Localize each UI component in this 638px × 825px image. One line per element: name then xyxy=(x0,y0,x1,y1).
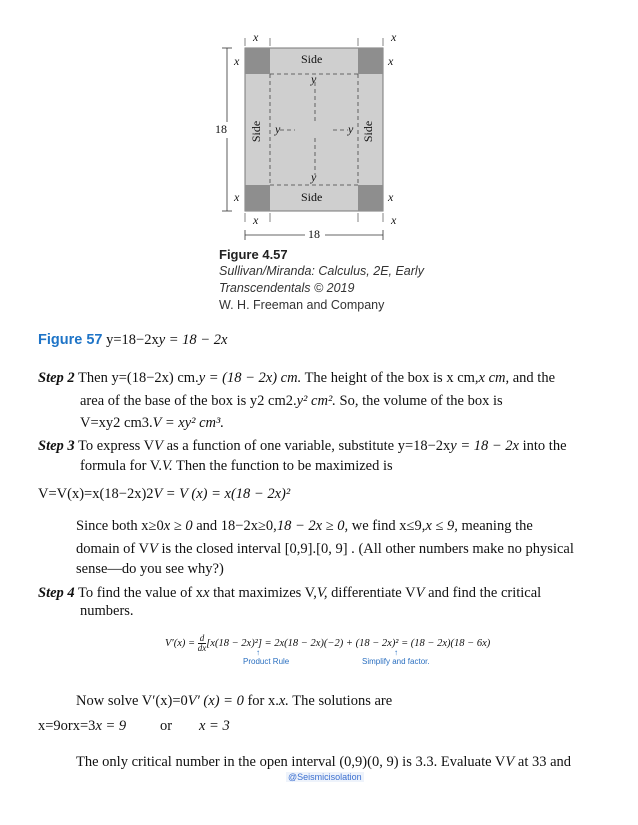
step3-math-1b: y = 18 − 2x xyxy=(450,438,519,454)
solutions-line xyxy=(38,716,126,736)
step4-math-1c: V xyxy=(415,585,425,601)
step3-math-2: V. xyxy=(162,458,173,474)
step4-text-1b: that maximizes V, xyxy=(209,585,317,601)
solutions-math-2: x = 3 xyxy=(199,718,230,734)
since-math-2b: [0, 9] . xyxy=(316,541,355,557)
solutions-or: or xyxy=(160,718,173,734)
solve-math-a: V′ (x) = 0 xyxy=(187,693,244,709)
x-label-top-right: x xyxy=(391,30,397,44)
x-label-left-bottom: x xyxy=(234,190,240,204)
side-label-right: Side xyxy=(361,120,376,143)
step4-math-1a: x xyxy=(203,585,210,601)
step3-equation-plain: V=V(x)=x(18−2x)2 xyxy=(38,486,154,502)
solutions-plain: x=9orx=3 xyxy=(38,718,96,734)
step3-equation-math: V = V (x) = x(18 − 2x)² xyxy=(153,486,291,502)
dimension-label-bottom: 18 xyxy=(308,227,320,241)
figure-caption-line-1: Sullivan/Miranda: Calculus, 2E, Early xyxy=(219,264,424,278)
product-rule-note: Product Rule xyxy=(243,657,290,666)
solve-line xyxy=(76,691,392,711)
x-label-bottom-right: x xyxy=(391,213,397,227)
product-rule-arrow-icon: ↑ xyxy=(256,648,260,657)
figure-reference-text: y=18−2x xyxy=(102,332,159,348)
figure-reference-math: y = 18 − 2x xyxy=(158,332,228,348)
step3-text-2b: Then the function to be maximized is xyxy=(172,458,393,474)
watermark[interactable]: @Seismicisolation xyxy=(288,772,362,782)
simplify-arrow-icon: ↑ xyxy=(394,648,398,657)
step4-text-1c: differentiate V xyxy=(327,585,416,601)
step2-label: Step 2 xyxy=(38,370,75,386)
solve-text-a: Now solve V′(x)=0 xyxy=(76,693,188,709)
y-label-left: y xyxy=(275,122,281,136)
since-math-1c: x ≤ 9, xyxy=(425,518,458,534)
critical-math-c: V xyxy=(505,754,515,770)
derivative-rhs: [x(18 − 2x)²] = 2x(18 − 2x)(−2) + (18 − 2x)² = (18 − 2x)(18 − 6x) xyxy=(206,637,491,649)
step3-text-1c: into the xyxy=(519,438,567,454)
step4-text-1a: To find the value of x xyxy=(78,585,204,601)
y-label-bottom: y xyxy=(311,170,317,184)
step2-line-3 xyxy=(80,413,224,433)
critical-math-d: 3 xyxy=(539,754,547,770)
step2-math-1b: x cm, xyxy=(478,370,510,386)
since-text-1d: meaning the xyxy=(457,518,533,534)
step2-line-1 xyxy=(38,368,555,388)
since-text-2b: is the closed interval [0,9]. xyxy=(157,541,317,557)
since-line-1 xyxy=(76,516,533,536)
since-line-2 xyxy=(76,539,574,559)
since-math-2a: V xyxy=(149,541,158,557)
simplify-note: Simplify and factor. xyxy=(362,657,430,666)
step2-line-2 xyxy=(80,391,503,411)
step4-line-2 xyxy=(80,601,134,621)
side-label-bottom: Side xyxy=(301,190,323,204)
step3-math-1a: V xyxy=(154,438,163,454)
step3-label: Step 3 xyxy=(38,438,75,454)
box-figure xyxy=(205,30,435,245)
step3-line-1 xyxy=(38,436,567,456)
critical-math-b: 3. xyxy=(426,754,438,770)
step2-text-3a: V=xy2 cm3. xyxy=(80,415,153,431)
derivative-equation xyxy=(165,634,490,653)
since-math-1b: 18 − 2x ≥ 0, xyxy=(276,518,349,534)
dimension-label-left: 18 xyxy=(215,122,227,136)
step3-text-2a: formula for V. xyxy=(80,458,163,474)
figure-caption-title: Figure 4.57 xyxy=(219,247,288,262)
figure-reference-line xyxy=(38,330,227,350)
side-label-left: Side xyxy=(249,120,264,143)
derivative-lhs: V′(x) = xyxy=(165,637,196,649)
step4-label: Step 4 xyxy=(38,585,75,601)
critical-text-c: Evaluate V xyxy=(437,754,506,770)
step4-text-1d: and find the critical xyxy=(424,585,542,601)
y-label-right: y xyxy=(348,122,354,136)
critical-math-a: (0, 9) xyxy=(367,754,399,770)
step4-text-2: numbers. xyxy=(80,603,134,619)
x-label-right-top: x xyxy=(388,54,394,68)
since-text-1b: and 18−2x≥0, xyxy=(192,518,277,534)
step3-line-2 xyxy=(80,456,393,476)
solutions-math-1: x = 9 xyxy=(95,718,127,734)
step3-text-1b: as a function of one variable, substitute y=18−2x xyxy=(162,438,451,454)
x-label-left-top: x xyxy=(234,54,240,68)
step2-text-1a: Then y=(18−2x) cm. xyxy=(78,370,199,386)
y-label-top: y xyxy=(311,72,317,86)
since-text-3: sense—do you see why?) xyxy=(76,561,224,577)
figure-reference-label[interactable]: Figure 57 xyxy=(38,332,103,348)
solve-text-b: for x. xyxy=(243,693,279,709)
since-line-3 xyxy=(76,559,224,579)
x-label-bottom-left: x xyxy=(253,213,259,227)
step2-math-3: V = xy² cm³. xyxy=(152,415,224,431)
step2-text-2a: area of the base of the box is y2 cm2. xyxy=(80,393,297,409)
since-text-1c: we find x≤9, xyxy=(348,518,426,534)
critical-text-e: and xyxy=(546,754,572,770)
side-label-top: Side xyxy=(301,52,323,66)
step2-math-2: y² cm². xyxy=(296,393,336,409)
since-text-2c: (All other numbers make no physical xyxy=(354,541,574,557)
step2-math-1a: y = (18 − 2x) cm. xyxy=(198,370,302,386)
figure-caption-line-3: W. H. Freeman and Company xyxy=(219,298,385,312)
since-text-1a: Since both x≥0 xyxy=(76,518,164,534)
step2-text-1b: The height of the box is x cm, xyxy=(301,370,479,386)
step3-equation xyxy=(38,484,290,504)
critical-text-d: at 3 xyxy=(514,754,540,770)
solve-math-b: x. xyxy=(278,693,289,709)
step4-math-1b: V, xyxy=(316,585,328,601)
step3-text-1a: To express V xyxy=(78,438,155,454)
since-text-2a: domain of V xyxy=(76,541,150,557)
since-math-1a: x ≥ 0 xyxy=(163,518,193,534)
solve-text-c: The solutions are xyxy=(288,693,393,709)
figure-caption-line-2: Transcendentals © 2019 xyxy=(219,281,355,295)
critical-text-b: is 3. xyxy=(398,754,427,770)
critical-text-a: The only critical number in the open interval (0,9) xyxy=(76,754,368,770)
step4-line-1 xyxy=(38,583,541,603)
step2-text-1c: and the xyxy=(509,370,556,386)
step2-text-2b: So, the volume of the box is xyxy=(335,393,503,409)
critical-line xyxy=(76,752,571,772)
x-label-right-bottom: x xyxy=(388,190,394,204)
x-label-top-left: x xyxy=(253,30,259,44)
derivative-fraction-num: d xyxy=(199,633,205,643)
derivative-fraction xyxy=(198,634,207,653)
derivative-fraction-den: dx xyxy=(197,643,207,653)
